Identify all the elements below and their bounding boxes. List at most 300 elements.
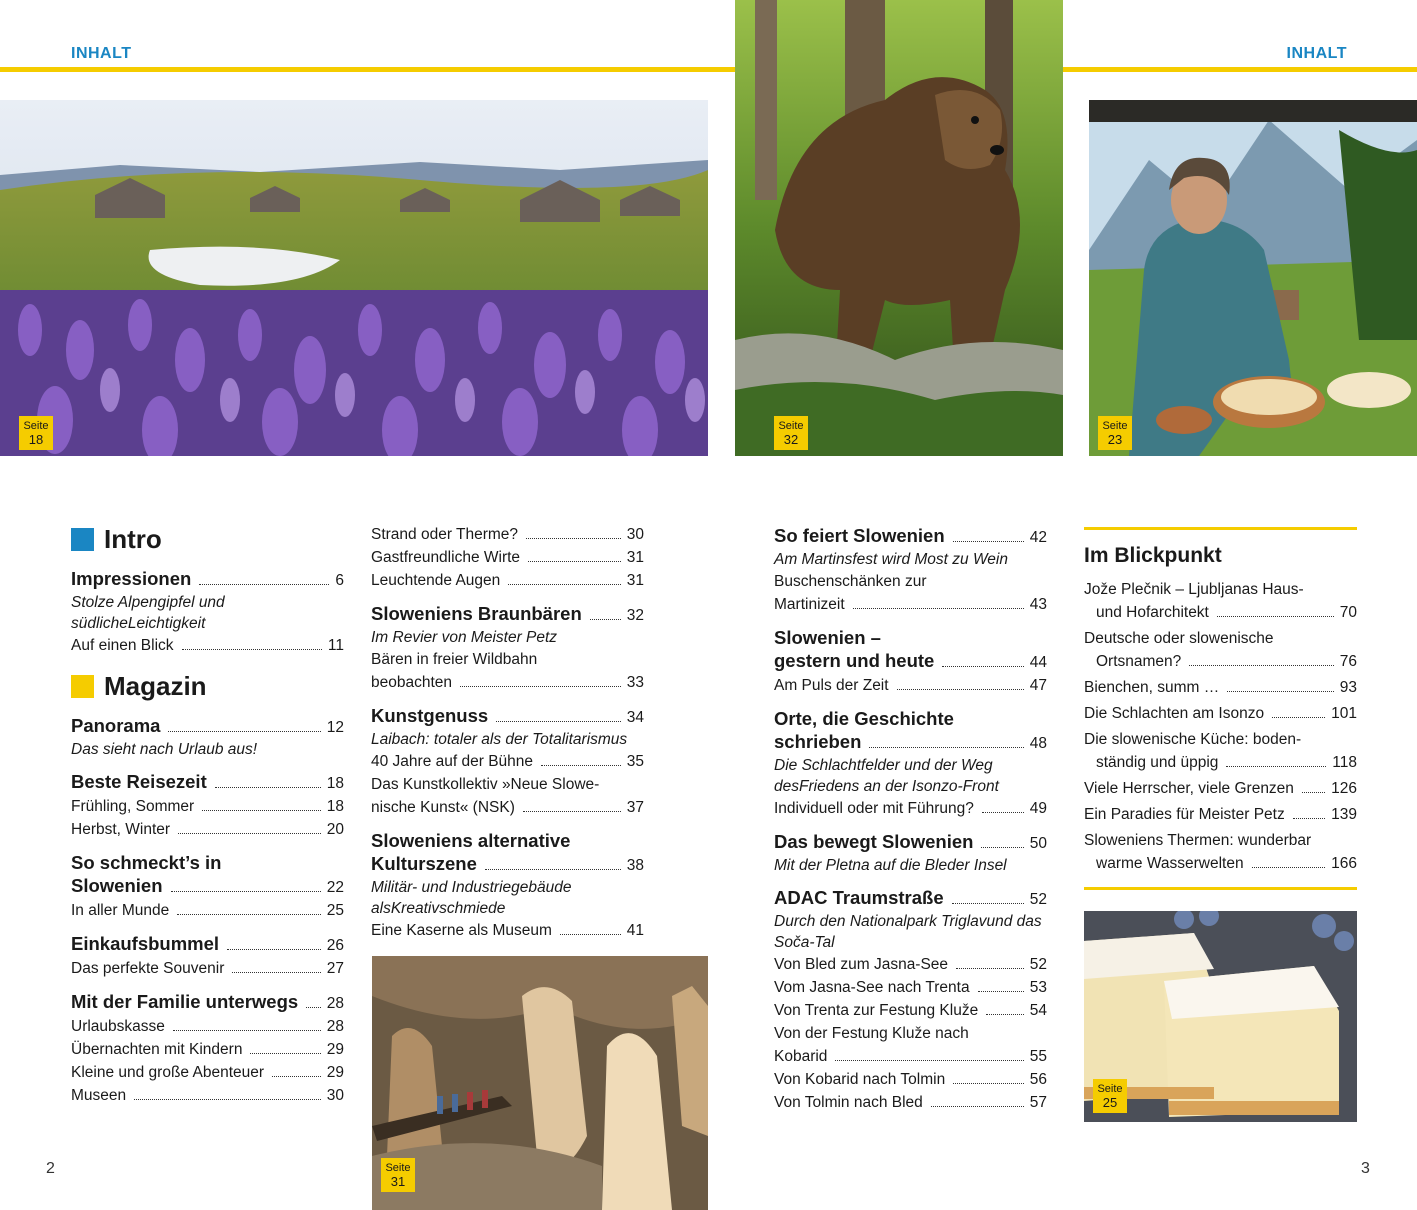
toc-row <box>371 750 644 773</box>
toc-entry-title: Eine Kaserne als Museum <box>371 922 552 939</box>
dot-leader <box>1293 818 1325 819</box>
toc-entry-title: Auf einen Blick <box>71 637 174 654</box>
dot-leader <box>541 765 621 766</box>
blickpunkt-rule-bottom <box>1084 887 1357 890</box>
dot-leader <box>173 1030 321 1031</box>
toc-page-number: 139 <box>1331 806 1357 823</box>
toc-entry-title: Kulturszene <box>371 853 477 874</box>
toc-entry <box>774 1091 1047 1114</box>
toc-row <box>71 818 344 841</box>
dot-leader <box>1227 691 1334 692</box>
toc-row <box>1084 751 1357 774</box>
subtitle-line: Mit der Pletna auf die Bleder Insel <box>774 857 1007 874</box>
toc-page-number: 27 <box>326 960 344 977</box>
toc-row <box>1084 777 1357 800</box>
toc-row <box>774 730 1047 755</box>
toc-page-number: 31 <box>626 572 644 589</box>
toc-subtitle <box>371 729 644 750</box>
dot-leader <box>931 1106 1024 1107</box>
dot-leader <box>1226 766 1326 767</box>
toc-page-number: 18 <box>326 798 344 815</box>
cake-photo <box>1084 911 1357 1122</box>
dot-leader <box>1252 867 1326 868</box>
dot-leader <box>1272 717 1325 718</box>
toc-page-number: 126 <box>1331 780 1357 797</box>
toc-entry <box>71 634 344 657</box>
toc-entry-title: Einkaufsbummel <box>71 933 220 954</box>
toc-row <box>371 796 644 819</box>
toc-entry-title: Ein Paradies für Meister Petz <box>1084 806 1285 823</box>
dot-leader <box>982 812 1024 813</box>
badge-number: 18 <box>28 432 44 447</box>
spacer <box>774 697 1047 707</box>
subtitle-line: Durch den Nationalpark Triglav <box>774 913 987 930</box>
toc-page-number: 93 <box>1339 679 1357 696</box>
blickpunkt-item <box>1084 702 1357 725</box>
toc-row <box>774 976 1047 999</box>
toc-entry <box>371 648 644 694</box>
dot-leader <box>485 869 621 870</box>
toc-row <box>371 569 644 592</box>
toc-entry <box>774 570 1047 616</box>
dot-leader <box>1189 665 1333 666</box>
toc-entry-title: Von Kobarid nach Tolmin <box>774 1071 946 1088</box>
toc-entry-title: Von Tolmin nach Bled <box>774 1094 923 1111</box>
dot-leader <box>953 1083 1024 1084</box>
toc-row <box>371 704 644 729</box>
dot-leader <box>177 914 321 915</box>
toc-row <box>1084 803 1357 826</box>
toc-row <box>1084 702 1357 725</box>
toc-page-number: 18 <box>326 775 344 792</box>
toc-subtitle <box>371 627 644 648</box>
toc-page-number: 11 <box>327 637 344 654</box>
toc-entry-title: Leuchtende Augen <box>371 572 501 589</box>
dot-leader <box>178 833 321 834</box>
subtitle-line: Kreativschmiede <box>390 900 506 917</box>
dot-leader <box>250 1053 320 1054</box>
blickpunkt-item <box>1084 578 1357 624</box>
spacer <box>774 616 1047 626</box>
section-intro <box>71 524 344 555</box>
toc-entry-title: Gastfreundliche Wirte <box>371 549 521 566</box>
toc-entry <box>371 569 644 592</box>
toc-row <box>371 602 644 627</box>
blickpunkt-item <box>1084 829 1357 875</box>
dot-leader <box>942 666 1023 667</box>
toc-row <box>71 1061 344 1084</box>
toc-entry-title: Übernachten mit Kindern <box>71 1041 243 1058</box>
toc-page-number: 29 <box>326 1064 344 1081</box>
intro-square-icon <box>71 528 94 551</box>
badge-label: Seite <box>1097 1083 1123 1095</box>
toc-entry-title: Impressionen <box>71 568 192 589</box>
entry-first-line: Die slowenische Küche: boden- <box>1084 731 1302 748</box>
toc-page-number: 166 <box>1331 855 1357 872</box>
toc-entry-title: Individuell oder mit Führung? <box>774 800 974 817</box>
toc-heading <box>71 990 344 1015</box>
dot-leader <box>182 649 322 650</box>
toc-entry-title: schrieben <box>774 731 862 752</box>
toc-entry <box>371 773 644 819</box>
blickpunkt-item <box>1084 627 1357 673</box>
toc-entry-title: nische Kunst« (NSK) <box>371 799 515 816</box>
dot-leader <box>978 991 1024 992</box>
section-title: Magazin <box>104 671 207 701</box>
toc-entry-title: Slowenien <box>71 875 163 896</box>
toc-page-number: 53 <box>1029 979 1047 996</box>
toc-column-1 <box>71 524 344 1107</box>
toc-row <box>774 830 1047 855</box>
toc-entry <box>371 523 644 546</box>
page-badge-cake <box>1093 1079 1127 1113</box>
toc-row <box>1084 676 1357 699</box>
toc-page-number: 54 <box>1029 1002 1047 1019</box>
woman-photo <box>1089 100 1417 456</box>
page-badge-meadow <box>19 416 53 450</box>
toc-row <box>371 523 644 546</box>
toc-entry-title: Kobarid <box>774 1048 828 1065</box>
dot-leader <box>171 891 321 892</box>
toc-entry-title: Bienchen, summ … <box>1084 679 1220 696</box>
toc-row <box>371 546 644 569</box>
bear-photo <box>735 0 1063 456</box>
spacer <box>71 980 344 990</box>
toc-page-number: 43 <box>1029 596 1047 613</box>
toc-entry <box>774 1022 1047 1068</box>
toc-entry-title: Ortsnamen? <box>1096 653 1182 670</box>
entry-first-line: So schmeckt’s in <box>71 852 222 873</box>
toc-entry-title: In aller Munde <box>71 902 170 919</box>
entry-first-line: Jože Plečnik – Ljubljanas Haus- <box>1084 581 1304 598</box>
toc-entry-title: ständig und üppig <box>1096 754 1219 771</box>
toc-entry-title: Von Trenta zur Festung Kluže <box>774 1002 979 1019</box>
toc-row <box>71 795 344 818</box>
toc-row <box>1084 601 1357 624</box>
dot-leader <box>508 584 620 585</box>
toc-row <box>71 990 344 1015</box>
toc-page-number: 33 <box>626 674 644 691</box>
entry-first-line: Orte, die Geschichte <box>774 708 954 729</box>
toc-row <box>774 886 1047 911</box>
toc-entry-title: Die Schlachten am Isonzo <box>1084 705 1265 722</box>
toc-entry-title: Am Puls der Zeit <box>774 677 889 694</box>
toc-page-number: 49 <box>1029 800 1047 817</box>
badge-label: Seite <box>385 1162 411 1174</box>
header-rule-right <box>1063 67 1417 72</box>
toc-row <box>774 1091 1047 1114</box>
toc-row <box>71 899 344 922</box>
dot-leader <box>897 689 1024 690</box>
badge-number: 23 <box>1107 432 1123 447</box>
dot-leader <box>528 561 621 562</box>
toc-page-number: 30 <box>326 1087 344 1104</box>
toc-row <box>1084 852 1357 875</box>
blickpunkt-rule-top <box>1084 527 1357 530</box>
dot-leader <box>986 1014 1024 1015</box>
toc-entry-title: 40 Jahre auf der Bühne <box>371 753 534 770</box>
toc-page-number: 44 <box>1029 654 1047 671</box>
entry-first-line: Das Kunstkollektiv »Neue Slowe- <box>371 776 600 793</box>
toc-entry-title: Das bewegt Slowenien <box>774 831 974 852</box>
toc-subtitle <box>371 877 644 919</box>
toc-subtitle <box>774 755 1047 797</box>
toc-entry <box>371 919 644 942</box>
toc-row <box>774 593 1047 616</box>
toc-page-number: 50 <box>1029 835 1047 852</box>
dot-leader <box>869 747 1023 748</box>
toc-page-number: 57 <box>1029 1094 1047 1111</box>
toc-heading <box>71 567 344 592</box>
toc-column-3 <box>774 524 1047 1114</box>
page-badge-bear <box>774 416 808 450</box>
toc-heading <box>774 707 1047 755</box>
toc-page-number: 26 <box>326 937 344 954</box>
toc-heading <box>774 886 1047 911</box>
toc-page-number: 52 <box>1029 891 1047 908</box>
toc-page-number: 20 <box>326 821 344 838</box>
toc-row <box>71 932 344 957</box>
toc-row <box>774 674 1047 697</box>
toc-heading <box>774 524 1047 549</box>
toc-entry <box>371 750 644 773</box>
toc-heading <box>71 851 344 899</box>
page-badge-cave <box>381 1158 415 1192</box>
blickpunkt-item <box>1084 676 1357 699</box>
toc-page-number: 118 <box>1332 754 1357 771</box>
entry-first-line: Sloweniens alternative <box>371 830 571 851</box>
toc-entry-title: Museen <box>71 1087 127 1104</box>
toc-page-number: 32 <box>626 607 644 624</box>
blickpunkt-box <box>1084 527 1357 890</box>
magazin-square-icon <box>71 675 94 698</box>
toc-entry-title: beobachten <box>371 674 453 691</box>
toc-row <box>371 671 644 694</box>
toc-entry <box>71 1061 344 1084</box>
toc-entry-title: Kleine und große Abenteuer <box>71 1064 265 1081</box>
toc-subtitle <box>71 592 344 634</box>
toc-page-number: 38 <box>626 857 644 874</box>
dot-leader <box>853 608 1024 609</box>
page-badge-woman <box>1098 416 1132 450</box>
toc-row <box>71 634 344 657</box>
subtitle-line: Das sieht nach Urlaub aus! <box>71 741 258 758</box>
toc-entry-title: So feiert Slowenien <box>774 525 945 546</box>
toc-entry <box>774 999 1047 1022</box>
blickpunkt-item <box>1084 803 1357 826</box>
toc-page-number: 48 <box>1029 735 1047 752</box>
toc-entry <box>774 674 1047 697</box>
toc-row <box>71 714 344 739</box>
toc-heading <box>71 932 344 957</box>
blickpunkt-item <box>1084 777 1357 800</box>
toc-row <box>774 953 1047 976</box>
toc-row <box>371 919 644 942</box>
toc-subtitle <box>774 549 1047 570</box>
toc-page-number: 28 <box>326 995 344 1012</box>
toc-row <box>71 957 344 980</box>
page-number-left: 2 <box>46 1160 55 1177</box>
toc-row <box>774 1068 1047 1091</box>
toc-page-number: 42 <box>1029 529 1047 546</box>
toc-row <box>71 770 344 795</box>
page-number-right: 3 <box>1361 1160 1370 1177</box>
toc-page-number: 31 <box>626 549 644 566</box>
toc-entry-title: Von Bled zum Jasna-See <box>774 956 949 973</box>
toc-page-number: 101 <box>1331 705 1357 722</box>
dot-leader <box>1217 616 1334 617</box>
toc-row <box>71 1038 344 1061</box>
subtitle-line: Stolze Alpengipfel und südliche <box>71 594 225 632</box>
toc-subtitle <box>774 855 1047 876</box>
spacer <box>371 819 644 829</box>
toc-entry <box>774 976 1047 999</box>
toc-row <box>774 649 1047 674</box>
toc-page-number: 29 <box>326 1041 344 1058</box>
section-title: Intro <box>104 524 162 554</box>
dot-leader <box>1302 792 1325 793</box>
toc-entry-title: Kunstgenuss <box>371 705 489 726</box>
toc-page-number: 22 <box>326 879 344 896</box>
toc-entry <box>371 546 644 569</box>
toc-entry <box>71 1038 344 1061</box>
toc-entry-title: Panorama <box>71 715 161 736</box>
subtitle-line: Leichtigkeit <box>127 615 206 632</box>
header-label-left: INHALT <box>71 45 132 62</box>
dot-leader <box>496 721 621 722</box>
toc-row <box>774 999 1047 1022</box>
entry-first-line: Sloweniens Thermen: wunderbar <box>1084 832 1312 849</box>
badge-number: 25 <box>1102 1095 1118 1110</box>
toc-entry-title: Frühling, Sommer <box>71 798 195 815</box>
toc-column-2 <box>371 523 644 942</box>
toc-page-number: 34 <box>626 709 644 726</box>
toc-entry-title: Vom Jasna-See nach Trenta <box>774 979 970 996</box>
toc-entry-title: warme Wasserwelten <box>1096 855 1244 872</box>
dot-leader <box>306 1007 321 1008</box>
toc-entry-title: und Hofarchitekt <box>1096 604 1209 621</box>
section-magazin <box>71 671 344 702</box>
subtitle-line: Im Revier von Meister Petz <box>371 629 558 646</box>
toc-page-number: 52 <box>1029 956 1047 973</box>
dot-leader <box>981 847 1023 848</box>
toc-heading <box>371 829 644 877</box>
subtitle-line: Die Schlachtfelder und der Weg des <box>774 757 993 795</box>
subtitle-line: Am Martinsfest wird Most zu Wein <box>774 551 1008 568</box>
dot-leader <box>523 811 621 812</box>
dot-leader <box>227 949 321 950</box>
toc-row <box>774 797 1047 820</box>
toc-page-number: 55 <box>1029 1048 1047 1065</box>
header-rule-left <box>0 67 735 72</box>
spacer <box>71 922 344 932</box>
entry-first-line: Buschenschänken zur <box>774 573 927 590</box>
toc-entry-title: Beste Reisezeit <box>71 771 207 792</box>
subtitle-line: Militär- und Industriegebäude als <box>371 879 572 917</box>
spacer <box>71 841 344 851</box>
toc-page-number: 28 <box>326 1018 344 1035</box>
toc-entry <box>774 797 1047 820</box>
toc-heading <box>774 626 1047 674</box>
toc-entry-title: Urlaubskasse <box>71 1018 165 1035</box>
subtitle-line: Laibach: totaler als der Totalitarismus <box>371 731 628 748</box>
toc-entry-title: ADAC Traumstraße <box>774 887 944 908</box>
spacer <box>774 820 1047 830</box>
dot-leader <box>953 541 1024 542</box>
badge-label: Seite <box>23 420 49 432</box>
toc-entry-title: Herbst, Winter <box>71 821 171 838</box>
dot-leader <box>835 1060 1023 1061</box>
entry-first-line: Von der Festung Kluže nach <box>774 1025 969 1042</box>
toc-page-number: 41 <box>626 922 644 939</box>
dot-leader <box>199 584 329 585</box>
toc-entry-title: Mit der Familie unterwegs <box>71 991 299 1012</box>
toc-page-number: 37 <box>626 799 644 816</box>
toc-page-number: 76 <box>1339 653 1357 670</box>
spacer <box>71 760 344 770</box>
toc-row <box>774 524 1047 549</box>
dot-leader <box>460 686 621 687</box>
entry-first-line: Deutsche oder slowenische <box>1084 630 1274 647</box>
dot-leader <box>134 1099 321 1100</box>
toc-page-number: 56 <box>1029 1071 1047 1088</box>
dot-leader <box>956 968 1024 969</box>
badge-number: 31 <box>390 1174 406 1189</box>
toc-row <box>371 852 644 877</box>
toc-page-number: 70 <box>1339 604 1357 621</box>
dot-leader <box>168 731 320 732</box>
toc-heading <box>774 830 1047 855</box>
toc-heading <box>71 770 344 795</box>
dot-leader <box>526 538 621 539</box>
dot-leader <box>590 619 621 620</box>
toc-entry <box>71 957 344 980</box>
blickpunkt-title: Im Blickpunkt <box>1084 544 1222 567</box>
toc-subtitle <box>71 739 344 760</box>
toc-entry <box>71 1084 344 1107</box>
cave-photo <box>372 956 708 1210</box>
toc-entry-title: gestern und heute <box>774 650 935 671</box>
toc-row <box>1084 650 1357 673</box>
toc-page-number: 35 <box>626 753 644 770</box>
toc-heading <box>71 714 344 739</box>
toc-row <box>774 1045 1047 1068</box>
meadow-photo <box>0 100 708 456</box>
entry-first-line: Bären in freier Wildbahn <box>371 651 538 668</box>
toc-page-number: 30 <box>626 526 644 543</box>
spacer <box>371 694 644 704</box>
toc-entry <box>774 1068 1047 1091</box>
toc-entry <box>71 1015 344 1038</box>
header-label-right: INHALT <box>1286 45 1347 62</box>
dot-leader <box>215 787 321 788</box>
subtitle-line: und das Soča-Tal <box>774 913 1042 951</box>
toc-entry-title: Das perfekte Souvenir <box>71 960 225 977</box>
toc-entry-title: Martinizeit <box>774 596 845 613</box>
spacer <box>371 592 644 602</box>
spacer <box>774 876 1047 886</box>
toc-entry <box>71 818 344 841</box>
toc-entry-title: Sloweniens Braunbären <box>371 603 582 624</box>
toc-page-number: 47 <box>1029 677 1047 694</box>
toc-heading <box>371 704 644 729</box>
dot-leader <box>952 903 1024 904</box>
toc-row <box>71 567 344 592</box>
dot-leader <box>232 972 320 973</box>
toc-entry <box>71 899 344 922</box>
toc-entry <box>71 795 344 818</box>
toc-row <box>71 874 344 899</box>
